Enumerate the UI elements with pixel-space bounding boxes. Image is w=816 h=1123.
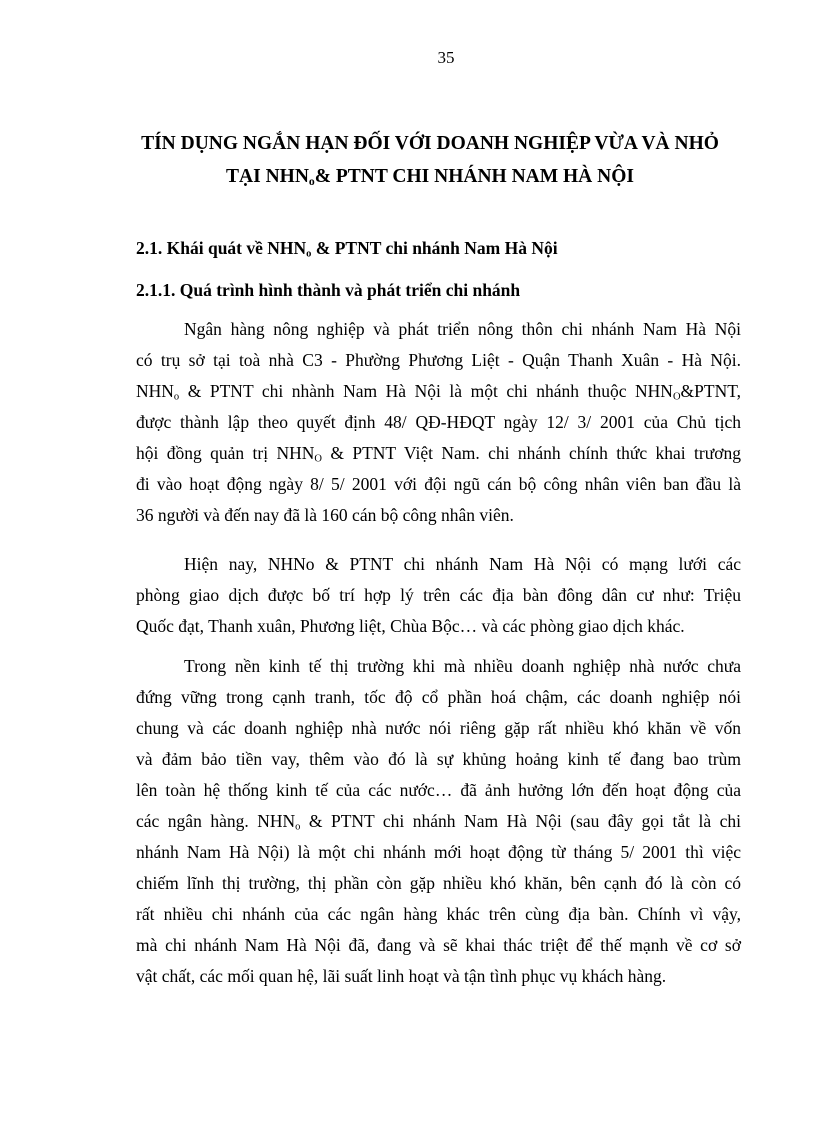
- p3-l6-b: & PTNT chi nhánh Nam Hà Nội (sau đây gọi tắt là chi: [300, 811, 741, 831]
- paragraph-1-line: [136, 376, 741, 407]
- paragraph-3: [136, 651, 741, 992]
- paragraph-3-line: chiếm lĩnh thị trường, thị phần còn gặp nhiều khó khăn, bên cạnh đó là còn có: [136, 873, 741, 893]
- paragraph-2-line: Hiện nay, NHNo & PTNT chi nhánh Nam Hà Nội có mạng lưới các: [184, 554, 741, 574]
- section-heading-2-1: [136, 238, 558, 259]
- chapter-title-line-2: [100, 166, 760, 188]
- paragraph-3-line: nhánh Nam Hà Nội) là một chi nhánh mới hoạt động từ tháng 5/ 2001 thì việc: [136, 842, 741, 862]
- paragraph-1-line: đi vào hoạt động ngày 8/ 5/ 2001 với đội ngũ cán bộ công nhân viên ban đầu là: [136, 474, 741, 494]
- p1-l3-sub1: o: [173, 391, 180, 403]
- paragraph-1-line: [136, 438, 741, 469]
- paragraph-3-line: vật chất, các mối quan hệ, lãi suất linh hoạt và tận tình phục vụ khách hàng.: [136, 966, 667, 986]
- title-line-2-text-b: & PTNT CHI NHÁNH NAM HÀ NỘI: [314, 166, 634, 187]
- section-2-1-text-b: & PTNT chi nhánh Nam Hà Nội: [311, 238, 558, 258]
- paragraph-1-line: được thành lập theo quyết định 48/ QĐ-HĐQT ngày 12/ 3/ 2001 của Chủ tịch: [136, 412, 741, 432]
- paragraph-1-line: 36 người và đến nay đã là 160 cán bộ công nhân viên.: [136, 505, 514, 525]
- paragraph-3-line: Trong nền kinh tế thị trường khi mà nhiều doanh nghiệp nhà nước chưa: [184, 656, 741, 676]
- p1-l3-a: NHN: [136, 381, 174, 401]
- page-number: 35: [437, 48, 455, 67]
- paragraph-1-line: Ngân hàng nông nghiệp và phát triển nông thôn chi nhánh Nam Hà Nội: [184, 319, 741, 339]
- title-line-2-text-a: TẠI NHN: [226, 166, 309, 187]
- paragraph-3-line: đứng vững trong cạnh tranh, tốc độ cổ phần hoá chậm, các doanh nghiệp nói: [136, 687, 741, 707]
- paragraph-1-line: có trụ sở tại toà nhà C3 - Phường Phương Liệt - Quận Thanh Xuân - Hà Nội.: [136, 350, 741, 370]
- p3-l6-sub: o: [295, 821, 301, 833]
- paragraph-3-line: rất nhiều chi nhánh của các ngân hàng khác trên cùng địa bàn. Chính vì vậy,: [136, 904, 741, 924]
- paragraph-3-line: lên toàn hệ thống kinh tế của các nước… đã ảnh hưởng lớn đến hoạt động của: [136, 780, 741, 800]
- paragraph-3-line: và đảm bảo tiền vay, thêm vào đó là sự khủng hoảng kinh tế đang bao trùm: [136, 749, 741, 769]
- section-2-1-text-a: 2.1. Khái quát về NHN: [136, 238, 307, 258]
- title-line-2-subscript: o: [308, 174, 315, 188]
- paragraph-3-line: mà chi nhánh Nam Hà Nội đã, đang và sẽ khai thác triệt để thế mạnh về cơ sở: [136, 935, 741, 955]
- paragraph-1: [136, 314, 741, 531]
- paragraph-2-line: Quốc đạt, Thanh xuân, Phương liệt, Chùa Bộc… và các phòng giao dịch khác.: [136, 616, 685, 636]
- p1-l5-b: & PTNT Việt Nam. chi nhánh chính thức khai trương: [321, 443, 741, 463]
- chapter-title-line-1: [100, 133, 760, 155]
- p1-l3-c: &PTNT,: [680, 381, 741, 401]
- paragraph-3-line: chung và các doanh nghiệp nhà nước nói riêng gặp rất nhiều khó khăn về vốn: [136, 718, 741, 738]
- p3-l6-a: các ngân hàng. NHN: [136, 811, 296, 831]
- title-line-1-text: TÍN DỤNG NGẮN HẠN ĐỐI VỚI DOANH NGHIỆP VỪA VÀ NHỎ: [141, 133, 719, 154]
- p1-l5-sub: O: [314, 453, 322, 465]
- p1-l3-b: & PTNT chi nhành Nam Hà Nội là một chi nhánh thuộc NHN: [179, 381, 673, 401]
- section-heading-2-1-1: 2.1.1. Quá trình hình thành và phát triển chi nhánh: [136, 280, 521, 300]
- paragraph-3-line: [136, 806, 741, 837]
- p1-l3-sub2: O: [672, 391, 681, 403]
- section-2-1-subscript: o: [306, 248, 312, 260]
- p1-l5-a: hội đồng quản trị NHN: [136, 443, 315, 463]
- paragraph-2: [136, 549, 741, 642]
- paragraph-2-line: phòng giao dịch được bố trí hợp lý trên các địa bàn đông dân cư như: Triệu: [136, 585, 741, 605]
